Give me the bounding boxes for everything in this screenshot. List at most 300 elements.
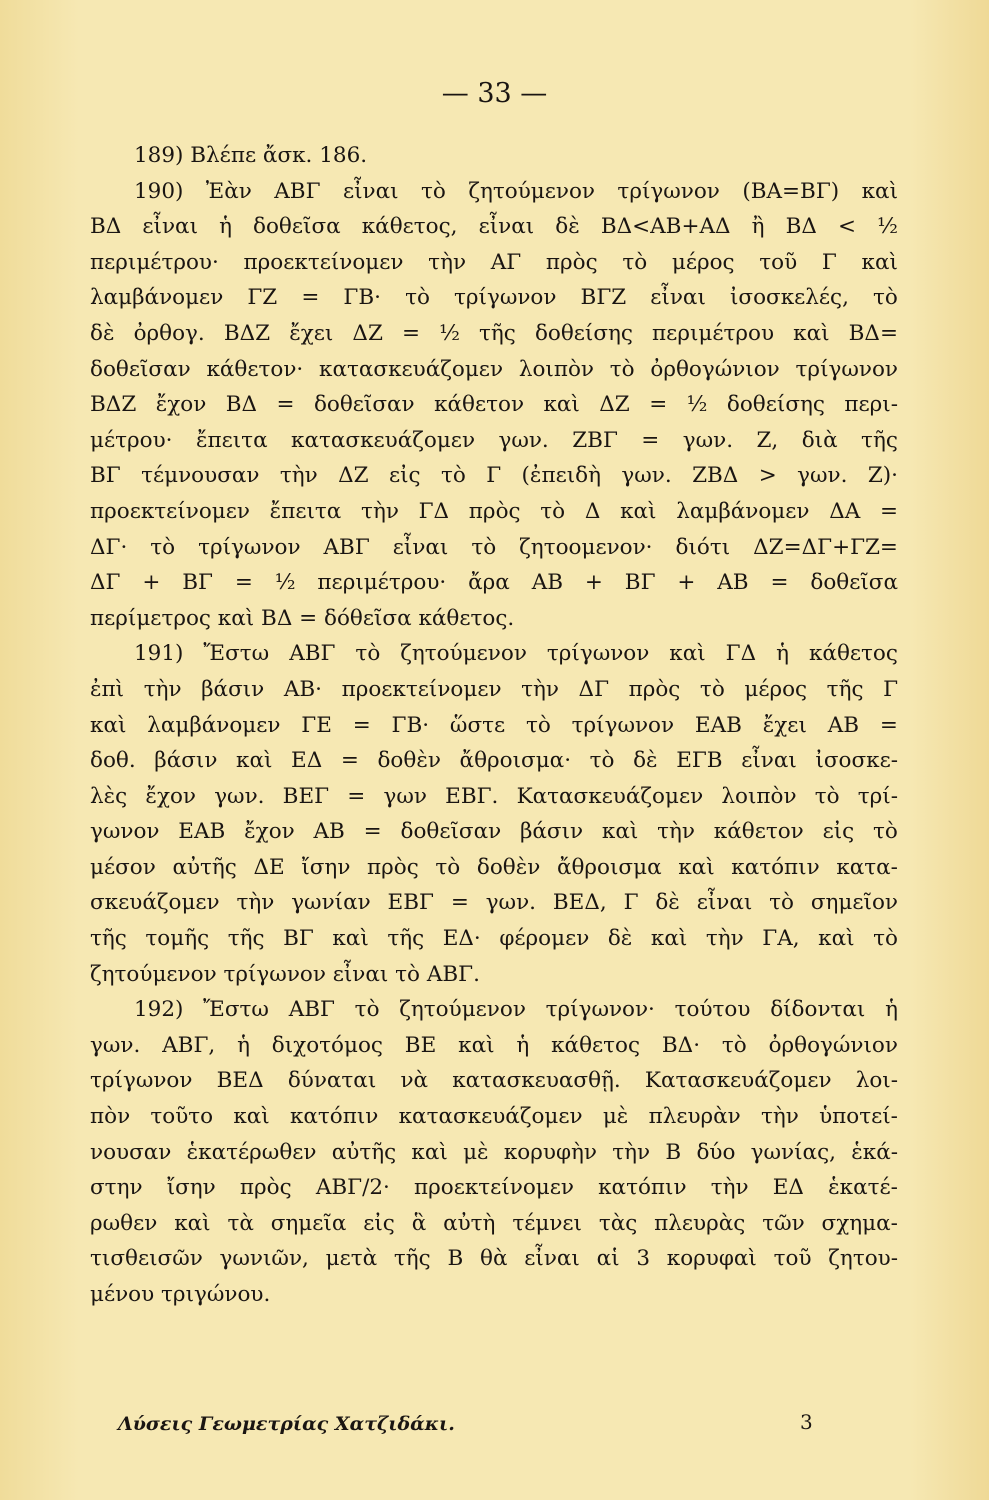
word: κατασκευασθῇ. bbox=[452, 1068, 621, 1094]
word: ρωθεν bbox=[90, 1210, 158, 1236]
word: αὐτῆς bbox=[331, 1139, 397, 1165]
word: λαμβάνομεν bbox=[676, 498, 810, 524]
word: εἰς bbox=[388, 463, 421, 489]
text-line bbox=[90, 245, 898, 281]
text-line bbox=[90, 636, 898, 672]
word: προεκτείνομεν bbox=[90, 498, 250, 524]
word: ἐπὶ bbox=[90, 676, 125, 702]
word: δοθεῖσαν bbox=[90, 356, 191, 382]
running-footer: Λύσεις Γεωμετρίας Χατζιδάκι. bbox=[118, 1413, 455, 1435]
word: ΓΔ bbox=[418, 498, 450, 524]
word: κάθετον bbox=[713, 819, 804, 845]
word: μέρος bbox=[744, 676, 808, 702]
word: τρίγωνον· bbox=[545, 997, 655, 1023]
word: ἡ bbox=[219, 214, 232, 240]
word: τῆς bbox=[227, 926, 265, 952]
word: σκευάζομεν bbox=[90, 890, 220, 916]
word: ἔχει bbox=[762, 712, 807, 738]
word: ΑΒ bbox=[827, 712, 860, 738]
word: καὶ bbox=[678, 854, 715, 880]
word: τισθεισῶν bbox=[90, 1246, 203, 1272]
word: τῆς bbox=[826, 676, 864, 702]
word: καὶ bbox=[236, 748, 273, 774]
word: τοῦτο bbox=[150, 1104, 214, 1130]
page-body bbox=[90, 138, 898, 1313]
word: ΒΔ<ΑΒ+ΑΔ bbox=[600, 214, 731, 240]
word: ΓΖ bbox=[247, 285, 278, 311]
word: τρίγωνον bbox=[454, 285, 557, 311]
word: ὀρθογώνιον bbox=[650, 356, 780, 382]
word: ΑΒΓ bbox=[288, 997, 335, 1023]
word: καὶ bbox=[601, 819, 639, 845]
text-line: περίμετρος καὶ ΒΔ = δόθεῖσα κάθετος. bbox=[90, 605, 515, 631]
word: τὴν bbox=[760, 1104, 799, 1130]
text-line bbox=[90, 672, 898, 708]
word: τῆς bbox=[393, 1246, 431, 1272]
word: περιμέτρου bbox=[652, 320, 775, 346]
word: ΒΓ bbox=[283, 926, 314, 952]
word: ½ bbox=[877, 214, 898, 240]
word: καὶ bbox=[233, 1104, 270, 1130]
word: ΔΖ bbox=[338, 463, 369, 489]
word: κατόπιν bbox=[731, 854, 820, 880]
word: τὸ bbox=[589, 748, 615, 774]
word: ζητούμενον bbox=[468, 178, 595, 204]
word: περιμέτρου· bbox=[90, 249, 219, 275]
word: τὴν bbox=[236, 890, 275, 916]
word: τὸ bbox=[150, 534, 176, 560]
word: πλευρὰς bbox=[654, 1210, 746, 1236]
word: ΕΔ· bbox=[442, 926, 481, 952]
word: ζητούμενον bbox=[400, 641, 527, 667]
word: τῶν bbox=[762, 1210, 805, 1236]
text-line bbox=[90, 209, 898, 245]
word: ½ bbox=[274, 570, 296, 596]
word: γωνον bbox=[90, 819, 160, 845]
word: ΑΒ bbox=[313, 819, 345, 845]
word: τῆς bbox=[479, 320, 516, 346]
word: ΒΓ bbox=[90, 463, 121, 489]
word: τὸ bbox=[435, 854, 461, 880]
word: ΓΒ· bbox=[343, 285, 381, 311]
word: δοθείσης bbox=[726, 392, 825, 418]
word: τὴν bbox=[279, 463, 318, 489]
word: δὲ bbox=[655, 890, 680, 916]
word: γων. bbox=[485, 890, 536, 916]
word: τὸ bbox=[421, 178, 446, 204]
word: καὶ bbox=[818, 926, 855, 952]
word: διότι bbox=[675, 534, 731, 560]
word: ἡ bbox=[516, 1032, 530, 1058]
word: κατασκευάζομεν bbox=[398, 1104, 583, 1130]
word: = bbox=[770, 570, 789, 596]
word: μέτρου· bbox=[90, 427, 173, 453]
word: κατασκευάζομεν bbox=[291, 427, 476, 453]
word: διχοτόμος bbox=[271, 1032, 383, 1058]
word: ΒΔΖ bbox=[223, 320, 271, 346]
word: ζητοομενον· bbox=[519, 534, 653, 560]
word: λαμβάνομεν bbox=[147, 712, 281, 738]
word: ΓΒ· bbox=[391, 712, 430, 738]
word: ΒΔ bbox=[785, 214, 817, 240]
word: 3 bbox=[636, 1246, 650, 1272]
word: βάσιν bbox=[201, 676, 265, 702]
word: γων. bbox=[90, 1032, 141, 1058]
word: Γ bbox=[623, 890, 639, 916]
word: γων. bbox=[214, 783, 265, 809]
word: περι- bbox=[844, 392, 898, 418]
word: ΕΑΒ bbox=[178, 819, 226, 845]
text-line bbox=[90, 1206, 898, 1242]
word: τούτου bbox=[674, 997, 751, 1023]
word: 190) bbox=[134, 178, 184, 204]
word: λοιπὸν bbox=[518, 356, 594, 382]
word: εἰς bbox=[363, 1210, 395, 1236]
word: τρίγωνον bbox=[546, 641, 650, 667]
word: κορυφαὶ bbox=[666, 1246, 757, 1272]
word: λοιπὸν bbox=[721, 783, 797, 809]
text-line bbox=[90, 743, 898, 779]
text-line bbox=[90, 458, 898, 494]
word: εἶναι bbox=[524, 1246, 580, 1272]
word: ἔπειτα bbox=[269, 498, 342, 524]
word: εἶναι bbox=[342, 178, 399, 204]
text-line bbox=[90, 423, 898, 459]
text-line: μένου τριγώνου. bbox=[90, 1282, 271, 1307]
word: = bbox=[352, 712, 371, 738]
word: + bbox=[584, 570, 603, 596]
word: καὶ bbox=[793, 320, 830, 346]
word: ἑκατέ- bbox=[828, 1175, 898, 1201]
word: τὸ bbox=[873, 819, 898, 845]
word: = bbox=[234, 570, 253, 596]
word: ΒΔΖ bbox=[90, 392, 137, 418]
text-line bbox=[90, 779, 898, 815]
word: ζητούμενον bbox=[399, 997, 526, 1023]
word: πρὸς bbox=[545, 249, 598, 275]
word: ΔΓ bbox=[90, 570, 121, 596]
word: ΔΑ bbox=[829, 498, 861, 524]
word: = bbox=[649, 392, 668, 418]
word: Ἐὰν bbox=[205, 178, 252, 204]
word: ζητου- bbox=[828, 1246, 898, 1272]
word: εἶναι bbox=[696, 890, 753, 916]
word: καὶ bbox=[411, 1139, 448, 1165]
word: τοῦ bbox=[759, 249, 798, 275]
word: δοθείσης bbox=[534, 320, 633, 346]
word: ΕΓΒ bbox=[676, 748, 723, 774]
word: καὶ bbox=[650, 926, 688, 952]
word: δοθεῖσα bbox=[253, 214, 341, 240]
word: τὸ bbox=[354, 997, 380, 1023]
word: ἡ bbox=[885, 997, 898, 1023]
word: Κατασκευάζομεν bbox=[516, 783, 704, 809]
word: καὶ bbox=[669, 641, 706, 667]
word: κατα- bbox=[836, 854, 898, 880]
word: ὑποτεί- bbox=[819, 1104, 898, 1130]
word: = bbox=[363, 819, 382, 845]
text-line bbox=[90, 1135, 898, 1171]
word: γων. bbox=[621, 463, 672, 489]
word: ΒΔ bbox=[225, 392, 258, 418]
word: = bbox=[340, 748, 359, 774]
word: εἶναι bbox=[392, 534, 449, 560]
text-line bbox=[90, 1063, 898, 1099]
word: ΑΒΓ/2· bbox=[315, 1175, 390, 1201]
word: ΒΓΖ bbox=[580, 285, 627, 311]
text-line bbox=[90, 565, 898, 601]
word: τὴν bbox=[143, 676, 182, 702]
word: τὸ bbox=[440, 463, 466, 489]
word: ΑΒΓ, bbox=[162, 1032, 216, 1058]
word: = bbox=[641, 427, 660, 453]
word: κάθετος, bbox=[361, 214, 458, 240]
word: δύναται bbox=[287, 1068, 377, 1094]
word: ΓΑ, bbox=[762, 926, 800, 952]
word: εἶναι bbox=[741, 748, 797, 774]
text-line bbox=[90, 494, 898, 530]
word: = bbox=[879, 712, 898, 738]
text-line bbox=[90, 174, 898, 210]
word: ΕΒΓ bbox=[387, 890, 434, 916]
word: μετὰ bbox=[325, 1246, 378, 1272]
word: ½ bbox=[686, 392, 708, 418]
word: < bbox=[838, 214, 857, 240]
word: Γ bbox=[883, 676, 898, 702]
text-line bbox=[90, 850, 898, 886]
word: ἄθροισμα bbox=[556, 854, 662, 880]
word: = bbox=[301, 285, 320, 311]
word: τὸ bbox=[873, 926, 898, 952]
word: = bbox=[276, 392, 295, 418]
word: τὰς bbox=[598, 1210, 638, 1236]
word: ἔπειτα bbox=[195, 427, 268, 453]
word: τέμνει bbox=[512, 1210, 582, 1236]
word: γων. bbox=[797, 463, 848, 489]
word: ΔΖ=ΔΓ+ΓΖ= bbox=[753, 534, 898, 560]
signature-mark: 3 bbox=[800, 1410, 813, 1434]
word: τὴν bbox=[428, 249, 467, 275]
word: πρὸς bbox=[239, 1175, 292, 1201]
word: = bbox=[879, 498, 898, 524]
word: ΒΕ bbox=[404, 1032, 437, 1058]
text-line bbox=[90, 1028, 898, 1064]
word: τὸ bbox=[814, 783, 840, 809]
word: αἱ bbox=[596, 1246, 620, 1272]
word: σχημα- bbox=[821, 1210, 898, 1236]
word: ΑΓ bbox=[490, 249, 522, 275]
word: δοθὲν bbox=[377, 748, 441, 774]
word: ΑΒ bbox=[531, 570, 564, 596]
word: κάθετον· bbox=[206, 356, 304, 382]
word: ΔΕ bbox=[253, 854, 285, 880]
word: ἰσοσκε- bbox=[815, 748, 898, 774]
word: ΓΔ bbox=[725, 641, 757, 667]
word: ἡ bbox=[776, 641, 789, 667]
word: στην bbox=[90, 1175, 143, 1201]
word: τὴν bbox=[361, 498, 399, 524]
text-line bbox=[90, 708, 898, 744]
word: ΒΕΓ bbox=[282, 783, 330, 809]
word: τῆς bbox=[90, 926, 127, 952]
text-line bbox=[90, 1170, 898, 1206]
word: ΒΓ bbox=[182, 570, 213, 596]
word: ΒΔ bbox=[90, 214, 122, 240]
word: περιμέτρου· bbox=[317, 570, 447, 596]
word: τοῦ bbox=[773, 1246, 812, 1272]
text-line bbox=[90, 885, 898, 921]
word: ἴσην bbox=[166, 1175, 216, 1201]
word: ΑΒΓ bbox=[274, 178, 321, 204]
word: ἔχει bbox=[289, 320, 334, 346]
word: ΒΔ= bbox=[848, 320, 898, 346]
word: δοθὲν bbox=[476, 854, 541, 880]
word: ΔΖ bbox=[599, 392, 630, 418]
word: Ἔστω bbox=[203, 997, 269, 1023]
word: = bbox=[347, 783, 366, 809]
word: τῆς bbox=[387, 926, 425, 952]
word: γωνιῶν, bbox=[219, 1246, 309, 1272]
text-line bbox=[90, 1099, 898, 1135]
word: ΒΔ· bbox=[661, 1032, 701, 1058]
word: ΓΕ bbox=[301, 712, 332, 738]
word: τὸ bbox=[540, 498, 566, 524]
word: φέρομεν bbox=[499, 926, 590, 952]
word: βάσιν bbox=[154, 748, 218, 774]
word: αὐτῆς bbox=[172, 854, 237, 880]
word: λαμβάνομεν bbox=[90, 285, 224, 311]
word: τὸ bbox=[622, 249, 648, 275]
word: ἔχον bbox=[155, 392, 207, 418]
word: βάσιν bbox=[519, 819, 584, 845]
word: δοθεῖσαν bbox=[400, 819, 502, 845]
word: τομῆς bbox=[145, 926, 210, 952]
word: τρί- bbox=[857, 783, 898, 809]
word: ἑκά- bbox=[851, 1139, 898, 1165]
word: νὰ bbox=[400, 1068, 429, 1094]
word: ½ bbox=[439, 320, 460, 346]
word: ΕΔ bbox=[772, 1175, 804, 1201]
word: αὐτὴ bbox=[443, 1210, 496, 1236]
word: ΖΒΔ bbox=[692, 463, 739, 489]
word: ἡ bbox=[237, 1032, 250, 1058]
word: γωνίαν bbox=[291, 890, 371, 916]
word: ΕΑΒ bbox=[694, 712, 742, 738]
word: ἔχον bbox=[145, 783, 196, 809]
word: > bbox=[758, 463, 777, 489]
word: 192) bbox=[134, 997, 184, 1023]
word: τῆς bbox=[861, 427, 898, 453]
word: δύο bbox=[696, 1139, 736, 1165]
word: τὰ bbox=[227, 1210, 254, 1236]
word: τὸ bbox=[471, 534, 497, 560]
word: καὶ bbox=[458, 1032, 495, 1058]
word: ἑκατέρωθεν bbox=[186, 1139, 317, 1165]
word: τὴν bbox=[612, 1139, 651, 1165]
word: πλευρὰν bbox=[648, 1104, 741, 1130]
word: τρίγωνον bbox=[795, 356, 898, 382]
word: γων bbox=[383, 783, 427, 809]
word: τὸ bbox=[769, 890, 794, 916]
word: Ζ, bbox=[756, 427, 779, 453]
word: τέμνουσαν bbox=[141, 463, 260, 489]
word: εἰς bbox=[822, 819, 855, 845]
word: ΕΒΓ. bbox=[445, 783, 499, 809]
word: καὶ bbox=[861, 178, 898, 204]
word: ΑΒ bbox=[717, 570, 749, 596]
word: δὲ bbox=[633, 748, 658, 774]
word: πρὸς bbox=[367, 854, 419, 880]
word: ΔΓ· bbox=[90, 534, 128, 560]
word: καὶ bbox=[620, 498, 657, 524]
word: διὰ bbox=[801, 427, 838, 453]
word: λὲς bbox=[90, 783, 128, 809]
word: μέσον bbox=[90, 854, 156, 880]
word: ἴσην bbox=[301, 854, 351, 880]
word: ἔχον bbox=[244, 819, 295, 845]
text-line bbox=[90, 316, 898, 352]
word: θὰ bbox=[480, 1246, 508, 1272]
word: δίδονται bbox=[770, 997, 866, 1023]
text-line bbox=[90, 814, 898, 850]
word: ἄθροισμα· bbox=[459, 748, 572, 774]
word: μέρος bbox=[671, 249, 735, 275]
word: κάθετον bbox=[434, 392, 525, 418]
word: εἶναι bbox=[142, 214, 198, 240]
word: + bbox=[142, 570, 161, 596]
word: (ΒΑ=ΒΓ) bbox=[742, 178, 840, 204]
word: τὸ bbox=[721, 1032, 747, 1058]
page-number: — 33 — bbox=[441, 78, 548, 109]
word: Β bbox=[447, 1246, 464, 1272]
text-line bbox=[90, 530, 898, 566]
word: ΒΓ bbox=[624, 570, 656, 596]
text-line bbox=[90, 387, 898, 423]
word: Δ bbox=[584, 498, 601, 524]
word: καὶ bbox=[543, 392, 580, 418]
word: γωνίας, bbox=[750, 1139, 836, 1165]
word: δὲ bbox=[555, 214, 580, 240]
word: ὀρθογ. bbox=[133, 320, 205, 346]
text-line bbox=[90, 921, 898, 957]
word: δὲ bbox=[90, 320, 115, 346]
word: = bbox=[450, 890, 469, 916]
word: τὸ bbox=[355, 641, 381, 667]
word: ΑΒΓ bbox=[323, 534, 370, 560]
word: ΖΒΓ bbox=[572, 427, 618, 453]
word: κατασκευάζομεν bbox=[319, 356, 504, 382]
word: καὶ bbox=[90, 712, 127, 738]
word: νουσαν bbox=[90, 1139, 172, 1165]
text-line bbox=[90, 1241, 898, 1277]
word: καὶ bbox=[861, 249, 898, 275]
word: πὸν bbox=[90, 1104, 131, 1130]
word: κορυφὴν bbox=[503, 1139, 597, 1165]
text-line: 189) Βλέπε ἄσκ. 186. bbox=[134, 143, 368, 168]
word: τὴν bbox=[705, 926, 744, 952]
word: μὲ bbox=[463, 1139, 489, 1165]
word: ἢ bbox=[751, 214, 765, 240]
word: κάθετος bbox=[551, 1032, 641, 1058]
word: δὲ bbox=[607, 926, 633, 952]
word: ΑΒΓ bbox=[289, 641, 336, 667]
word: εἶναι bbox=[478, 214, 535, 240]
word: ΒΕΔ bbox=[216, 1068, 264, 1094]
word: εἶναι bbox=[650, 285, 706, 311]
word: κατόπιν bbox=[598, 1175, 687, 1201]
word: (ἐπειδὴ bbox=[521, 463, 601, 489]
word: τὸ bbox=[699, 676, 725, 702]
